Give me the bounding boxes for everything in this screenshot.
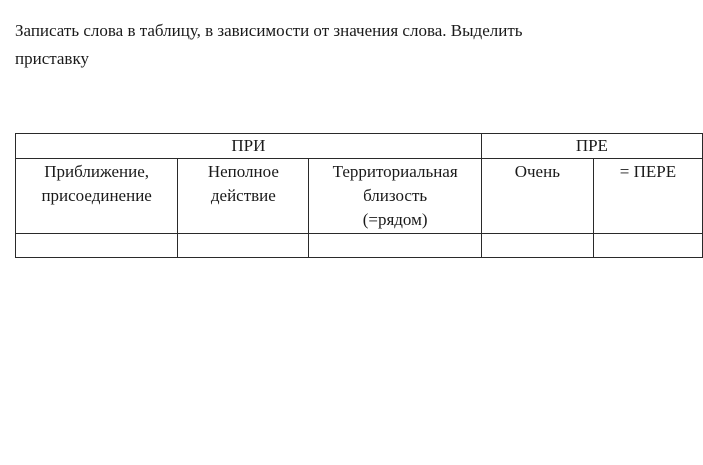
answer-cell-territorial[interactable] (309, 234, 481, 258)
instruction-line-1: Записать слова в таблицу, в зависимости от значения слова. Выделить (15, 21, 523, 40)
subheader-approach (16, 159, 178, 234)
group-header-pre: ПРЕ (481, 134, 702, 159)
subheader-very-line-1: Очень (514, 162, 560, 181)
subheader-pere-line-1: = ПЕРЕ (619, 162, 677, 181)
subheader-incomplete-line-1: Неполное (207, 162, 279, 181)
subheader-pere (593, 159, 702, 234)
subheader-incomplete (178, 159, 309, 234)
subheader-territorial-line-3: (=рядом) (362, 210, 428, 229)
subheader-approach-line-1: Приближение, (44, 162, 150, 181)
group-header-pri: ПРИ (16, 134, 482, 159)
answer-cell-very[interactable] (481, 234, 593, 258)
subheader-territorial-line-1: Территориальная (332, 162, 458, 181)
instruction-line-2: приставку (15, 49, 89, 68)
subheader-incomplete-line-2: действие (210, 186, 276, 205)
answer-cell-incomplete[interactable] (178, 234, 309, 258)
subheader-territorial (309, 159, 481, 234)
prefix-table (15, 133, 703, 258)
task-instruction (15, 17, 685, 73)
answer-cell-pere[interactable] (593, 234, 702, 258)
answer-cell-approach[interactable] (16, 234, 178, 258)
group-header-row (16, 134, 703, 159)
subheader-row (16, 159, 703, 234)
subheader-territorial-line-2: близость (363, 186, 428, 205)
subheader-very (481, 159, 593, 234)
table-row (16, 234, 703, 258)
subheader-approach-line-2: присоединение (41, 186, 152, 205)
